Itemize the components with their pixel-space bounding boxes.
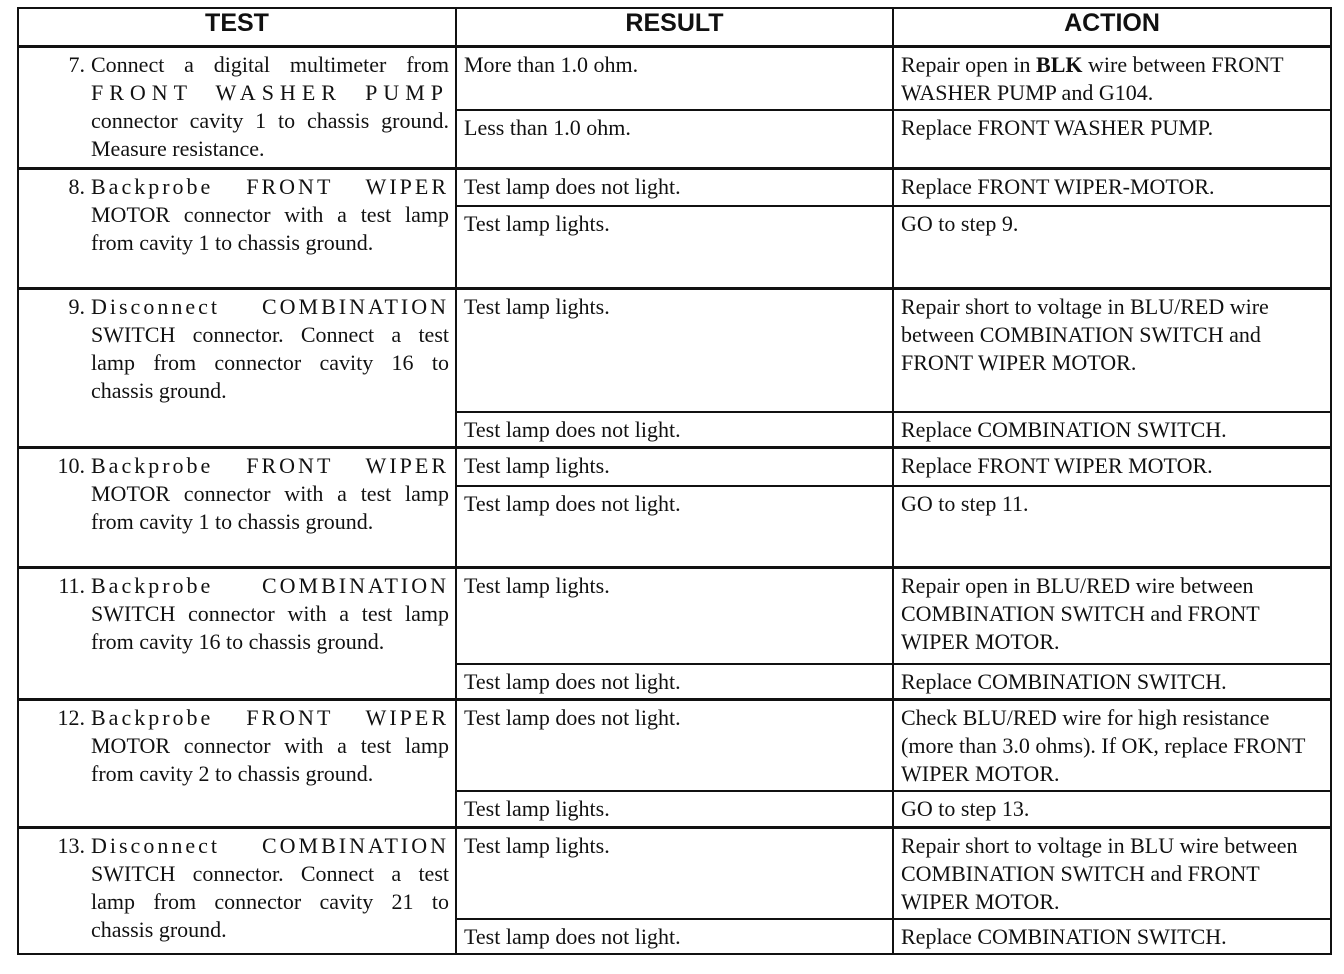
step-number: 8. — [68, 173, 85, 199]
result-cell: Test lamp lights. — [456, 448, 893, 486]
step-number: 13. — [57, 832, 85, 858]
test-cell — [18, 827, 456, 954]
test-cell — [18, 568, 456, 700]
step-number: 12. — [57, 704, 85, 730]
action-cell: GO to step 11. — [893, 486, 1331, 568]
header-row — [18, 8, 1331, 47]
test-text: Backprobe COMBINATION SWITCH connector with a test lamp from cavity 16 to chassis ground. — [91, 573, 449, 654]
result-cell: Test lamp does not light. — [456, 919, 893, 954]
header-action: ACTION — [893, 8, 1331, 47]
header-test: TEST — [18, 8, 456, 47]
test-text: Disconnect COMBINATION SWITCH connector. Connect a test lamp from connector cavity 16 to chassis ground. — [91, 293, 449, 403]
step-number: 10. — [57, 453, 85, 478]
action-cell: Replace COMBINATION SWITCH. — [893, 919, 1331, 954]
step-8 — [18, 168, 1331, 288]
action-cell: GO to step 9. — [893, 206, 1331, 288]
result-cell: Test lamp does not light. — [456, 664, 893, 700]
test-cell — [18, 47, 456, 169]
action-cell: Repair short to voltage in BLU/RED wire between COMBINATION SWITCH and FRONT WIPER MOTOR. — [893, 288, 1331, 412]
action-cell: Repair open in BLU/RED wire between COMBINATION SWITCH and FRONT WIPER MOTOR. — [893, 568, 1331, 664]
table-row — [18, 568, 1331, 664]
test-text: Backprobe FRONT WIPER MOTOR connector with a test lamp from cavity 1 to chassis ground. — [91, 173, 449, 255]
action-cell: Replace FRONT WIPER MOTOR. — [893, 448, 1331, 486]
step-number: 7. — [68, 52, 85, 77]
result-cell: Test lamp lights. — [456, 791, 893, 827]
wire-code: BLK — [1036, 52, 1083, 77]
step-12 — [18, 699, 1331, 827]
table-row — [18, 168, 1331, 206]
table-row — [18, 47, 1331, 111]
table-row — [18, 827, 1331, 919]
result-cell: Test lamp lights. — [456, 288, 893, 412]
result-cell: Test lamp does not light. — [456, 412, 893, 448]
test-cell — [18, 168, 456, 288]
action-cell: Check BLU/RED wire for high resistance (more than 3.0 ohms). If OK, replace FRONT WIPER MOTOR. — [893, 699, 1331, 791]
step-7 — [18, 47, 1331, 169]
result-cell: Test lamp does not light. — [456, 486, 893, 568]
test-cell — [18, 288, 456, 448]
result-cell: Test lamp does not light. — [456, 699, 893, 791]
header-result: RESULT — [456, 8, 893, 47]
result-cell: Test lamp lights. — [456, 827, 893, 919]
action-cell: Replace COMBINATION SWITCH. — [893, 412, 1331, 448]
diagnostic-table — [17, 7, 1332, 955]
step-number: 11. — [58, 573, 85, 598]
test-cell — [18, 699, 456, 827]
result-cell: Test lamp lights. — [456, 206, 893, 288]
table-row — [18, 288, 1331, 412]
step-13 — [18, 827, 1331, 954]
test-text: Disconnect COMBINATION SWITCH connector. Connect a test lamp from connector cavity 21 to chassis ground. — [91, 832, 449, 942]
test-cell — [18, 448, 456, 568]
action-cell: Replace FRONT WIPER-MOTOR. — [893, 168, 1331, 206]
table-row — [18, 699, 1331, 791]
result-cell: Less than 1.0 ohm. — [456, 110, 893, 168]
action-cell: Repair open in BLK wire between FRONT WASHER PUMP and G104. — [893, 47, 1331, 111]
step-11 — [18, 568, 1331, 700]
result-cell: Test lamp does not light. — [456, 168, 893, 206]
result-cell: Test lamp lights. — [456, 568, 893, 664]
test-text: Connect a digital multimeter from FRONT WASHER PUMP connector cavity 1 to chassis ground. Measure resistance. — [91, 52, 449, 161]
step-number: 9. — [68, 293, 85, 319]
action-cell: GO to step 13. — [893, 791, 1331, 827]
test-text: Backprobe FRONT WIPER MOTOR connector with a test lamp from cavity 1 to chassis ground. — [91, 453, 449, 534]
step-9 — [18, 288, 1331, 448]
table-row — [18, 448, 1331, 486]
action-cell: Replace FRONT WASHER PUMP. — [893, 110, 1331, 168]
action-cell: Replace COMBINATION SWITCH. — [893, 664, 1331, 700]
action-cell: Repair short to voltage in BLU wire between COMBINATION SWITCH and FRONT WIPER MOTOR. — [893, 827, 1331, 919]
test-text: Backprobe FRONT WIPER MOTOR connector with a test lamp from cavity 2 to chassis ground. — [91, 704, 449, 786]
step-10 — [18, 448, 1331, 568]
result-cell: More than 1.0 ohm. — [456, 47, 893, 111]
